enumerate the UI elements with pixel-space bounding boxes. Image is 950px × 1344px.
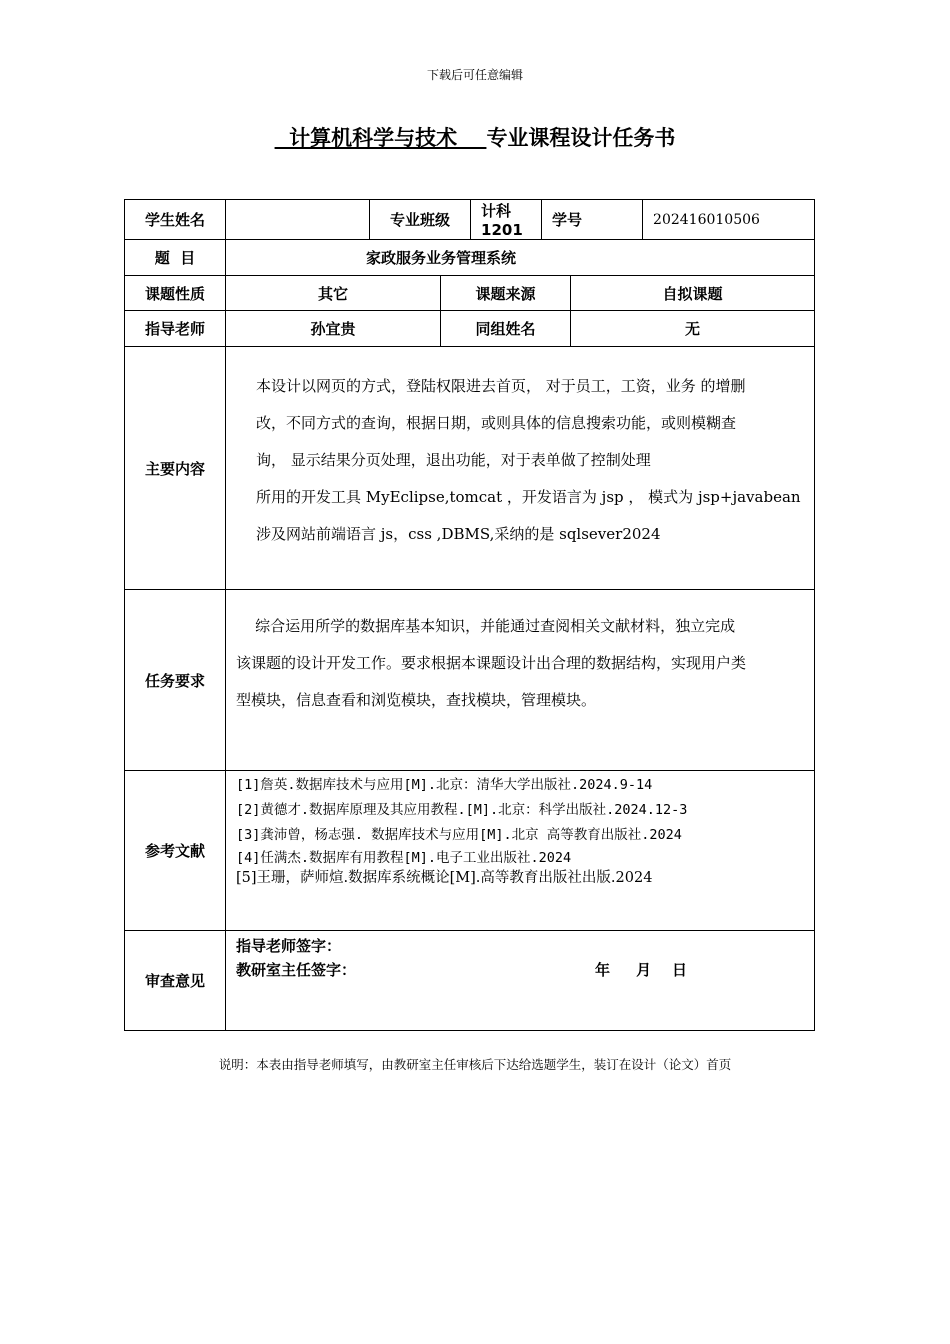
nature-value: 其它 <box>226 276 441 311</box>
row-requirements <box>125 590 815 771</box>
row-student <box>125 200 815 240</box>
requirements-line: 型模块，信息查看和浏览模块，查找模块，管理模块。 <box>236 691 597 709</box>
header-note: 下载后可任意编辑 <box>426 68 523 82</box>
references-label: 参考文献 <box>125 771 226 931</box>
requirements-cell <box>226 590 815 771</box>
references-cell <box>226 771 815 931</box>
content-line: 涉及网站前端语言 js，css ,DBMS,采纳的是 sqlsever2024 <box>256 525 661 543</box>
student-name-label: 学生姓名 <box>125 200 226 240</box>
review-label: 审查意见 <box>125 931 226 1031</box>
class-value: 计科 1201 <box>471 200 542 240</box>
advisor-value: 孙宜贵 <box>226 311 441 347</box>
requirements-label: 任务要求 <box>125 590 226 771</box>
reference-item: [2]黄德才.数据库原理及其应用教程.[M].北京：科学出版社.2024.12-3 <box>236 802 688 818</box>
content-line: 所用的开发工具 MyEclipse,tomcat ，开发语言为 jsp ， 模式为 jsp+javabean <box>256 488 801 506</box>
title-rest: 专业课程设计任务书 <box>486 126 676 150</box>
requirements-line: 该课题的设计开发工作。要求根据本课题设计出合理的数据结构，实现用户类 <box>236 654 747 672</box>
row-nature <box>125 276 815 311</box>
task-form-table <box>124 199 815 1031</box>
source-value: 自拟课题 <box>571 276 815 311</box>
nature-label: 课题性质 <box>125 276 226 311</box>
reference-item: [3]龚沛曾，杨志强. 数据库技术与应用[M].北京 高等教育出版社.2024 <box>236 827 682 843</box>
row-references <box>125 771 815 931</box>
row-topic <box>125 240 815 276</box>
requirements-line: 综合运用所学的数据库基本知识，并能通过查阅相关文献材料，独立完成 <box>236 617 736 635</box>
title-major: 计算机科学与技术 <box>274 126 487 150</box>
row-review <box>125 931 815 1031</box>
advisor-label: 指导老师 <box>125 311 226 347</box>
date-label: 年 月 日 <box>595 961 687 979</box>
group-value: 无 <box>571 311 815 347</box>
student-id-value: 202416010506 <box>643 200 815 240</box>
student-id-label: 学号 <box>542 200 643 240</box>
document-title <box>0 122 950 152</box>
content-line: 询， 显示结果分页处理，退出功能，对于表单做了控制处理 <box>256 451 651 469</box>
row-advisor <box>125 311 815 347</box>
group-label: 同组姓名 <box>441 311 571 347</box>
student-name-value <box>226 200 370 240</box>
source-label: 课题来源 <box>441 276 571 311</box>
topic-label: 题 目 <box>125 240 226 276</box>
content-cell <box>226 347 815 590</box>
content-line: 改，不同方式的查询，根据日期，或则具体的信息搜索功能，或则模糊查 <box>256 414 737 432</box>
footer-note: 说明：本表由指导老师填写，由教研室主任审核后下达给选题学生，装订在设计（论文）首页 <box>218 1057 732 1072</box>
advisor-sign-label: 指导老师签字： <box>236 937 342 955</box>
review-cell <box>226 931 815 1031</box>
content-label: 主要内容 <box>125 347 226 590</box>
reference-item: [4]任满杰.数据库有用教程[M].电子工业出版社.2024 <box>236 850 572 866</box>
reference-item: [5]王珊，萨师煊.数据库系统概论[M].高等教育出版社出版.2024 <box>236 870 653 886</box>
topic-value: 家政服务业务管理系统 <box>226 240 815 276</box>
director-sign-label: 教研室主任签字： <box>236 961 357 979</box>
reference-item: [1]詹英.数据库技术与应用[M].北京：清华大学出版社.2024.9-14 <box>236 777 653 793</box>
class-label: 专业班级 <box>370 200 471 240</box>
content-line: 本设计以网页的方式，登陆权限进去首页， 对于员工，工资，业务 的增删 <box>256 377 746 395</box>
row-content <box>125 347 815 590</box>
